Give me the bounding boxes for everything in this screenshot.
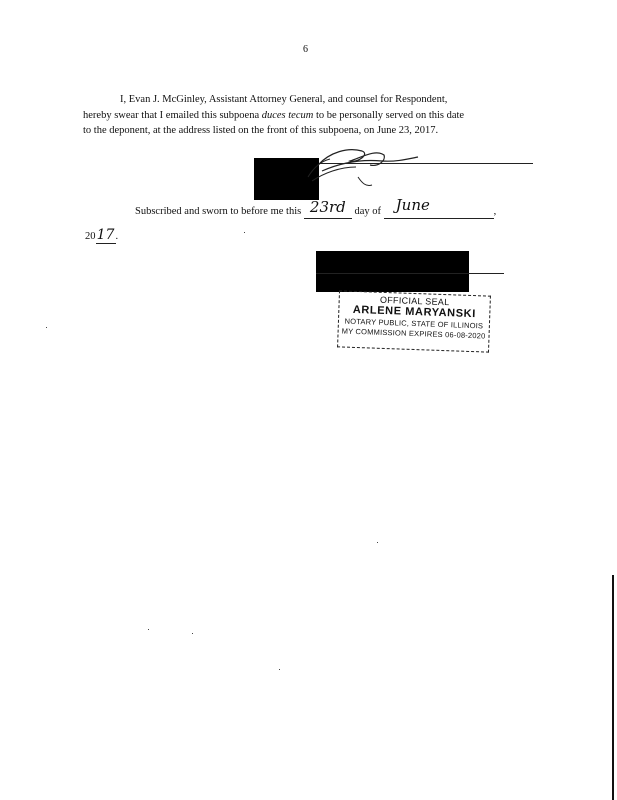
year-suffix: . <box>115 231 119 242</box>
statement-line-2-start: hereby swear that I emailed this subpoena <box>83 109 262 121</box>
scan-speck <box>192 633 193 634</box>
scan-speck <box>377 542 378 543</box>
notary-state-line: NOTARY PUBLIC, STATE OF ILLINOIS <box>344 316 484 331</box>
scan-speck <box>244 232 245 233</box>
oath-year <box>85 227 118 244</box>
oath-line <box>135 196 497 219</box>
handwritten-year: 17 <box>96 227 115 243</box>
notary-signature-line <box>316 273 504 274</box>
notary-seal-stamp <box>337 290 491 352</box>
oath-suffix: , <box>493 206 497 217</box>
statement-line-3: to the deponent, at the address listed on the front of this subpoena, on June 23, 2017. <box>83 125 439 136</box>
notary-commission-line: MY COMMISSION EXPIRES 06-08-2020 <box>341 326 486 341</box>
oath-prefix: Subscribed and sworn to before me this <box>135 206 302 217</box>
certification-paragraph <box>83 92 523 139</box>
notary-name: ARLENE MARYANSKI <box>352 303 477 321</box>
statement-line-1: I, Evan J. McGinley, Assistant Attorney General, and counsel for Respondent, <box>120 94 448 105</box>
scan-speck <box>279 669 280 670</box>
page-number: 6 <box>303 44 308 55</box>
handwritten-month: June <box>395 196 430 214</box>
scan-speck <box>46 327 47 328</box>
statement-line-2 <box>83 108 523 124</box>
statement-line-2-end: to be personally served on this date <box>313 109 465 121</box>
statement-italic-term: duces tecum <box>261 109 314 121</box>
seal-heading: OFFICIAL SEAL <box>379 294 450 308</box>
oath-middle: day of <box>354 206 382 217</box>
handwritten-signature <box>300 137 420 197</box>
scan-edge-line <box>612 575 614 800</box>
day-blank <box>304 200 352 219</box>
redacted-notary-signature <box>316 251 469 292</box>
scan-speck <box>148 629 149 630</box>
handwritten-day: 23rd <box>309 198 346 216</box>
year-prefix: 20 <box>85 231 96 242</box>
year-blank <box>96 227 116 244</box>
month-blank <box>384 196 494 219</box>
